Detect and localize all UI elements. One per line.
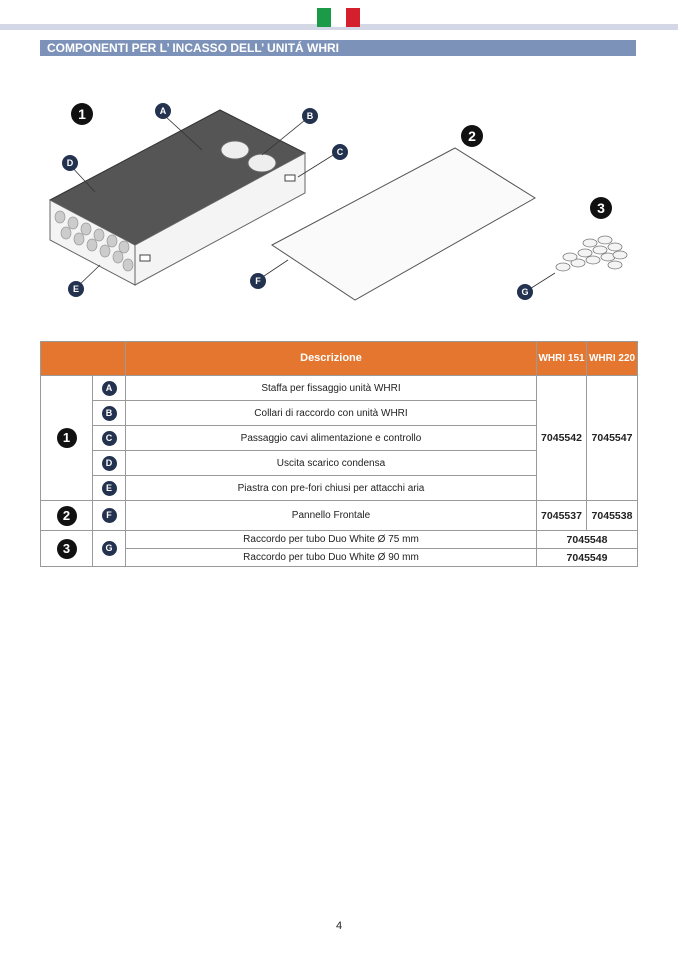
row-description: Pannello Frontale: [126, 501, 537, 531]
row-description: Collari di raccordo con unità WHRI: [126, 401, 537, 426]
component-number-2: [461, 125, 483, 147]
code-whri-151: 7045542: [537, 376, 587, 501]
svg-text:E: E: [72, 284, 80, 294]
svg-text:G: G: [521, 287, 529, 297]
row-letter: D: [102, 456, 117, 471]
svg-text:2: 2: [468, 128, 476, 144]
svg-text:B: B: [306, 111, 314, 121]
row-description: Uscita scarico condensa: [126, 451, 537, 476]
svg-text:3: 3: [597, 200, 605, 216]
code-shared: 7045548: [537, 531, 638, 549]
header-whri-220: WHRI 220: [587, 342, 638, 376]
row-description: Raccordo per tubo Duo White Ø 75 mm: [126, 531, 537, 549]
svg-text:D: D: [66, 158, 74, 168]
group-number-1: 1: [57, 428, 77, 448]
label-g: [517, 284, 533, 300]
label-a: [155, 103, 171, 119]
row-description: Raccordo per tubo Duo White Ø 90 mm: [126, 549, 537, 567]
header-blank: [41, 342, 126, 376]
row-letter: B: [102, 406, 117, 421]
table-row: [41, 501, 638, 531]
code-whri-220: 7045547: [587, 376, 638, 501]
label-c: [332, 144, 348, 160]
row-letter: E: [102, 481, 117, 496]
label-f: [250, 273, 266, 289]
code-shared: 7045549: [537, 549, 638, 567]
group-number-3: 3: [57, 539, 77, 559]
group-number-2: 2: [57, 506, 77, 526]
installation-box-drawing: [50, 110, 305, 285]
header-description: Descrizione: [126, 342, 537, 376]
flag-stripe-red: [346, 8, 360, 27]
svg-text:C: C: [336, 147, 344, 157]
front-panel-drawing: [272, 148, 535, 300]
svg-text:1: 1: [78, 106, 86, 122]
section-title: COMPONENTI PER L’ INCASSO DELL’ UNITÁ WHRI: [40, 40, 636, 56]
table-row: [41, 376, 638, 401]
flag-stripe-white: [331, 8, 345, 27]
table-header-row: [41, 342, 638, 376]
fittings-drawing: [556, 236, 627, 271]
table-row: [41, 531, 638, 549]
row-description: Passaggio cavi alimentazione e controllo: [126, 426, 537, 451]
component-number-1: [71, 103, 93, 125]
components-table: [40, 341, 638, 567]
code-whri-151: 7045537: [537, 501, 587, 531]
svg-text:F: F: [255, 276, 261, 286]
components-illustration: [40, 95, 640, 310]
flag-stripe-green: [317, 8, 331, 27]
header-whri-151: WHRI 151: [537, 342, 587, 376]
row-description: Piastra con pre-fori chiusi per attacchi aria: [126, 476, 537, 501]
row-letter: G: [102, 541, 117, 556]
label-b: [302, 108, 318, 124]
row-letter: C: [102, 431, 117, 446]
table-row: [41, 549, 638, 567]
component-number-3: [590, 197, 612, 219]
row-letter: F: [102, 508, 117, 523]
italian-flag-icon: [317, 8, 360, 27]
row-letter: A: [102, 381, 117, 396]
page-number: 4: [335, 920, 343, 932]
row-description: Staffa per fissaggio unità WHRI: [126, 376, 537, 401]
label-e: [68, 281, 84, 297]
svg-text:A: A: [159, 106, 167, 116]
code-whri-220: 7045538: [587, 501, 638, 531]
label-d: [62, 155, 78, 171]
